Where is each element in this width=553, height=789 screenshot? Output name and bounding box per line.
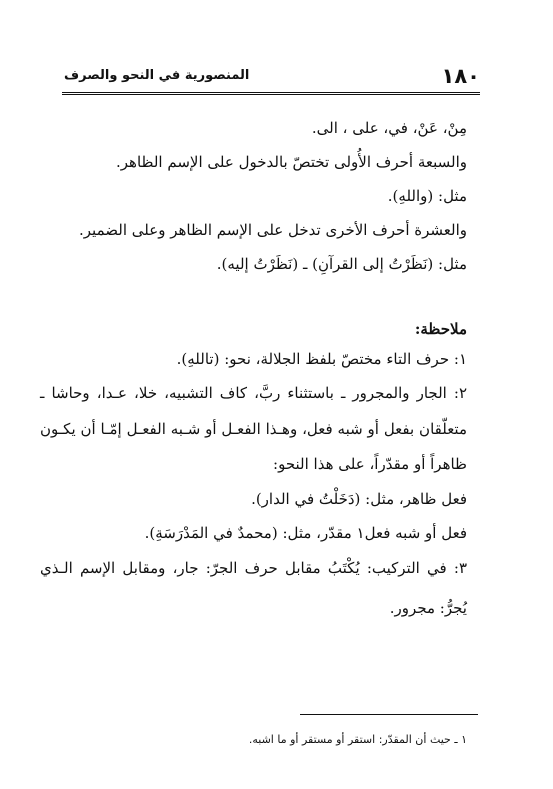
text-line: فعل ظاهر، مثل: (دَخَلْتُ في الدار). (251, 490, 467, 508)
text-line: يُجرُّ: مجرور. (389, 599, 467, 617)
footnote-separator (300, 714, 478, 715)
note-heading: ملاحظة: (414, 320, 467, 338)
text-line: والعشرة أحرف الأخرى تدخل على الإسم الظاهر وعلى الضمير. (79, 221, 467, 239)
footnote: ١ ـ حيث أن المقدّر: استقر أو مستقر أو ما اشبه. (248, 733, 467, 746)
text-line: مثل: (نَظَرْتُ إلى القرآنِ) ـ (نَظَرْتُ إليه). (216, 255, 467, 273)
text-line: والسبعة أحرف الأُولى تختصّ بالدخول على الإسم الظاهر. (116, 153, 467, 171)
running-title: المنصورية في النحو والصرف (64, 68, 250, 83)
page-header (62, 62, 480, 95)
text-line: ظاهراً أو مقدّراً، على هذا النحو: (273, 455, 467, 473)
text-line: ٣: في التركيب: يُكْتَبُ مقابل حرف الجرّ: جار، ومقابل الإسم الـذي (40, 559, 467, 577)
text-line: متعلّقان بفعل أو شبه فعل، وهـذا الفعـل أو شـبه الفعـل إمّـا أن يكـون (40, 420, 467, 438)
page-number: ١٨٠ (441, 64, 480, 88)
text-line: فعل أو شبه فعل١ مقدّر، مثل: (محمدٌ في المَدْرَسَةِ). (144, 524, 467, 542)
text-line: مثل: (واللهِ). (387, 187, 467, 205)
text-line: ٢: الجار والمجرور ـ باستثناء ربَّ، كاف التشبيه، خلا، عـدا، وحاشا ـ (40, 384, 467, 402)
text-line: مِنْ، عَنْ، في، على ، الى. (311, 119, 467, 137)
text-line: ١: حرف التاء مختصّ بلفظ الجلالة، نحو: (تاللهِ). (176, 350, 467, 368)
